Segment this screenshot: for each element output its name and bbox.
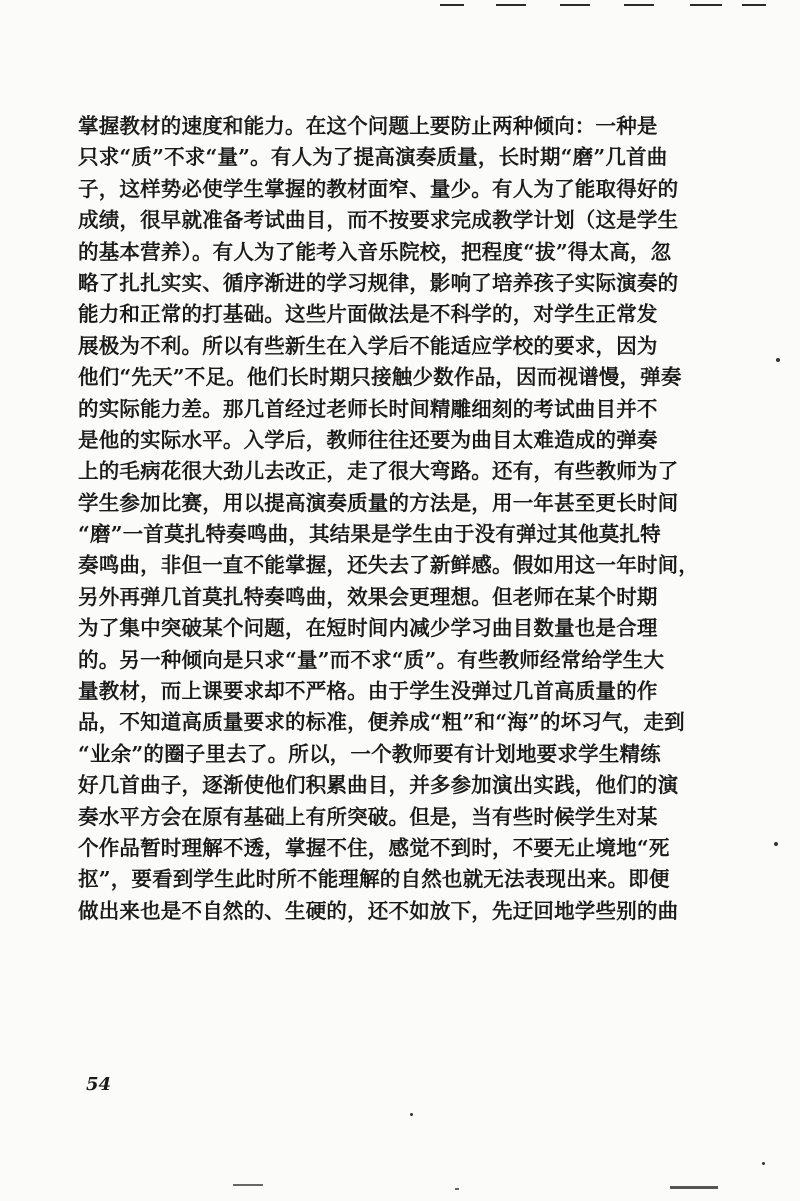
scan-mark bbox=[496, 4, 526, 6]
scan-mark bbox=[690, 4, 722, 6]
scan-mark bbox=[560, 4, 590, 6]
scan-mark bbox=[624, 4, 654, 6]
scan-mark bbox=[440, 4, 464, 6]
text-line: 品，不知道高质量要求的标准，便养成“粗”和“海”的坏习气，走到 bbox=[78, 710, 685, 735]
body-text bbox=[78, 111, 699, 927]
scan-mark bbox=[233, 1184, 263, 1186]
text-line: 他们“先天”不足。他们长时期只接触少数作品，因而视谱慢，弹奏 bbox=[78, 365, 682, 390]
text-line: 掌握教材的速度和能力。在这个问题上要防止两种倾向：一种是 bbox=[78, 114, 658, 138]
scan-speck bbox=[410, 1113, 413, 1116]
text-line: 展极为不利。所以有些新生在入学后不能适应学校的要求，因为 bbox=[78, 333, 658, 358]
text-line: “磨”一首莫扎特奏鸣曲，其结果是学生由于没有弹过其他莫扎特 bbox=[78, 522, 661, 547]
text-line: 的。另一种倾向是只求“量”而不求“质”。有些教师经常给学生大 bbox=[78, 647, 665, 672]
text-line: 子，这样势必使学生掌握的教材面窄、量少。有人为了能取得好的 bbox=[78, 176, 679, 201]
text-line: 另外再弹几首莫扎特奏鸣曲，效果会更理想。但老师在某个时期 bbox=[78, 584, 658, 609]
text-line: 成绩，很早就准备考试曲目，而不按要求完成教学计划（这是学生 bbox=[78, 208, 679, 233]
text-line: 上的毛病花很大劲儿去改正，走了很大弯路。还有，有些教师为了 bbox=[78, 459, 679, 484]
text-line: 的实际能力差。那几首经过老师长时间精雕细刻的考试曲目并不 bbox=[78, 396, 658, 421]
text-line: 能力和正常的打基础。这些片面做法是不科学的，对学生正常发 bbox=[78, 302, 658, 327]
page-number: 54 bbox=[86, 1074, 112, 1095]
scan-speck bbox=[774, 842, 778, 846]
text-line: “业余”的圈子里去了。所以，一个教师要有计划地要求学生精练 bbox=[78, 741, 661, 766]
text-line: 学生参加比赛，用以提高演奏质量的方法是，用一年甚至更长时间 bbox=[78, 490, 679, 515]
text-line: 奏鸣曲，非但一直不能掌握，还失去了新鲜感。假如用这一年时间， bbox=[78, 553, 699, 578]
text-line: 为了集中突破某个问题，在短时间内减少学习曲目数量也是合理 bbox=[78, 616, 658, 641]
scan-speck bbox=[776, 358, 780, 362]
text-line: 是他的实际水平。入学后，教师往往还要为曲目太难造成的弹奏 bbox=[78, 427, 658, 452]
scan-mark bbox=[455, 1188, 459, 1190]
text-line: 量教材，而上课要求却不严格。由于学生没弹过几首高质量的作 bbox=[78, 679, 658, 704]
text-line: 好几首曲子，逐渐使他们积累曲目，并多参加演出实践，他们的演 bbox=[78, 773, 679, 798]
scan-speck bbox=[762, 1162, 765, 1165]
text-line: 的基本营养）。有人为了能考入音乐院校，把程度“拔”得太高，忽 bbox=[78, 239, 672, 264]
text-line: 做出来也是不自然的、生硬的，还不如放下，先迂回地学些别的曲 bbox=[78, 898, 679, 923]
text-line: 个作品暂时理解不透，掌握不住，感觉不到时，不要无止境地“死 bbox=[78, 835, 670, 860]
text-line: 只求“质”不求“量”。有人为了提高演奏质量，长时期“磨”几首曲 bbox=[78, 145, 668, 170]
text-line: 奏水平方会在原有基础上有所突破。但是，当有些时候学生对某 bbox=[78, 804, 658, 829]
text-line: 抠”，要看到学生此时所不能理解的自然也就无法表现出来。即便 bbox=[78, 867, 670, 892]
scan-mark bbox=[670, 1186, 718, 1189]
scan-mark bbox=[742, 4, 766, 6]
text-line: 略了扎扎实实、循序渐进的学习规律，影响了培养孩子实际演奏的 bbox=[78, 270, 679, 295]
